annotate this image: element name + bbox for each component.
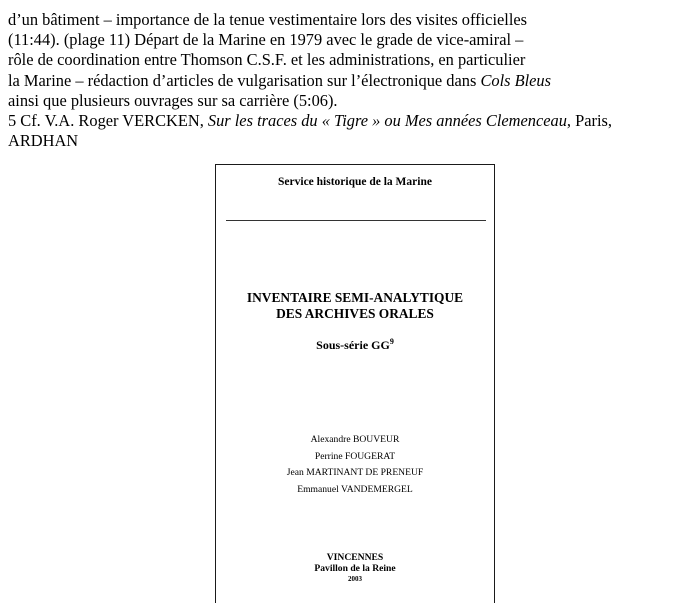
author-name: Jean MARTINANT DE PRENEUF <box>286 467 424 478</box>
italic-title: Sur les traces du « Tigre » ou Mes années Clemenceau <box>207 111 567 131</box>
cover-subtitle <box>216 338 494 353</box>
text-segment: 5 Cf. V.A. Roger VERCKEN, <box>8 111 208 131</box>
cover-year: 2003 <box>348 575 362 583</box>
cover-location: VINCENNES <box>326 552 384 563</box>
body-text <box>8 10 688 151</box>
cover-title <box>216 290 494 322</box>
cover-title-line: INVENTAIRE SEMI-ANALYTIQUE <box>246 290 464 305</box>
text-line: ainsi que plusieurs ouvrages sur sa carrière (5:06). <box>8 90 338 110</box>
cover-footer <box>216 552 494 585</box>
text-line: d’un bâtiment – importance de la tenue vestimentaire lors des visites officielles <box>8 10 528 29</box>
subtitle-superscript: 9 <box>389 337 394 346</box>
cover-place: Pavillon de la Reine <box>314 563 396 574</box>
cover-header: Service historique de la Marine <box>278 176 432 188</box>
cover-title-line: DES ARCHIVES ORALES <box>276 306 434 321</box>
author-name: Alexandre BOUVEUR <box>310 434 400 445</box>
author-name: Perrine FOUGERAT <box>314 450 396 462</box>
italic-title: Cols Bleus <box>480 70 552 90</box>
divider <box>226 220 486 221</box>
text-line: (11:44). (plage 11) Départ de la Marine en 1979 avec le grade de vice-amiral – <box>8 30 524 50</box>
book-cover-image <box>215 164 495 603</box>
subtitle-text: Sous-série GG <box>316 338 390 352</box>
cover-authors <box>216 432 494 498</box>
text-line: ARDHAN <box>8 131 79 151</box>
text-segment: , Paris, <box>566 111 612 131</box>
author-name: Emmanuel VANDEMERGEL <box>297 483 413 495</box>
footnote-line <box>8 111 688 131</box>
text-line <box>8 71 688 91</box>
text-line: rôle de coordination entre Thomson C.S.F. et les administrations, en particulier <box>8 50 526 70</box>
text-segment: la Marine – rédaction d’articles de vulgarisation sur l’électronique dans <box>8 70 481 90</box>
